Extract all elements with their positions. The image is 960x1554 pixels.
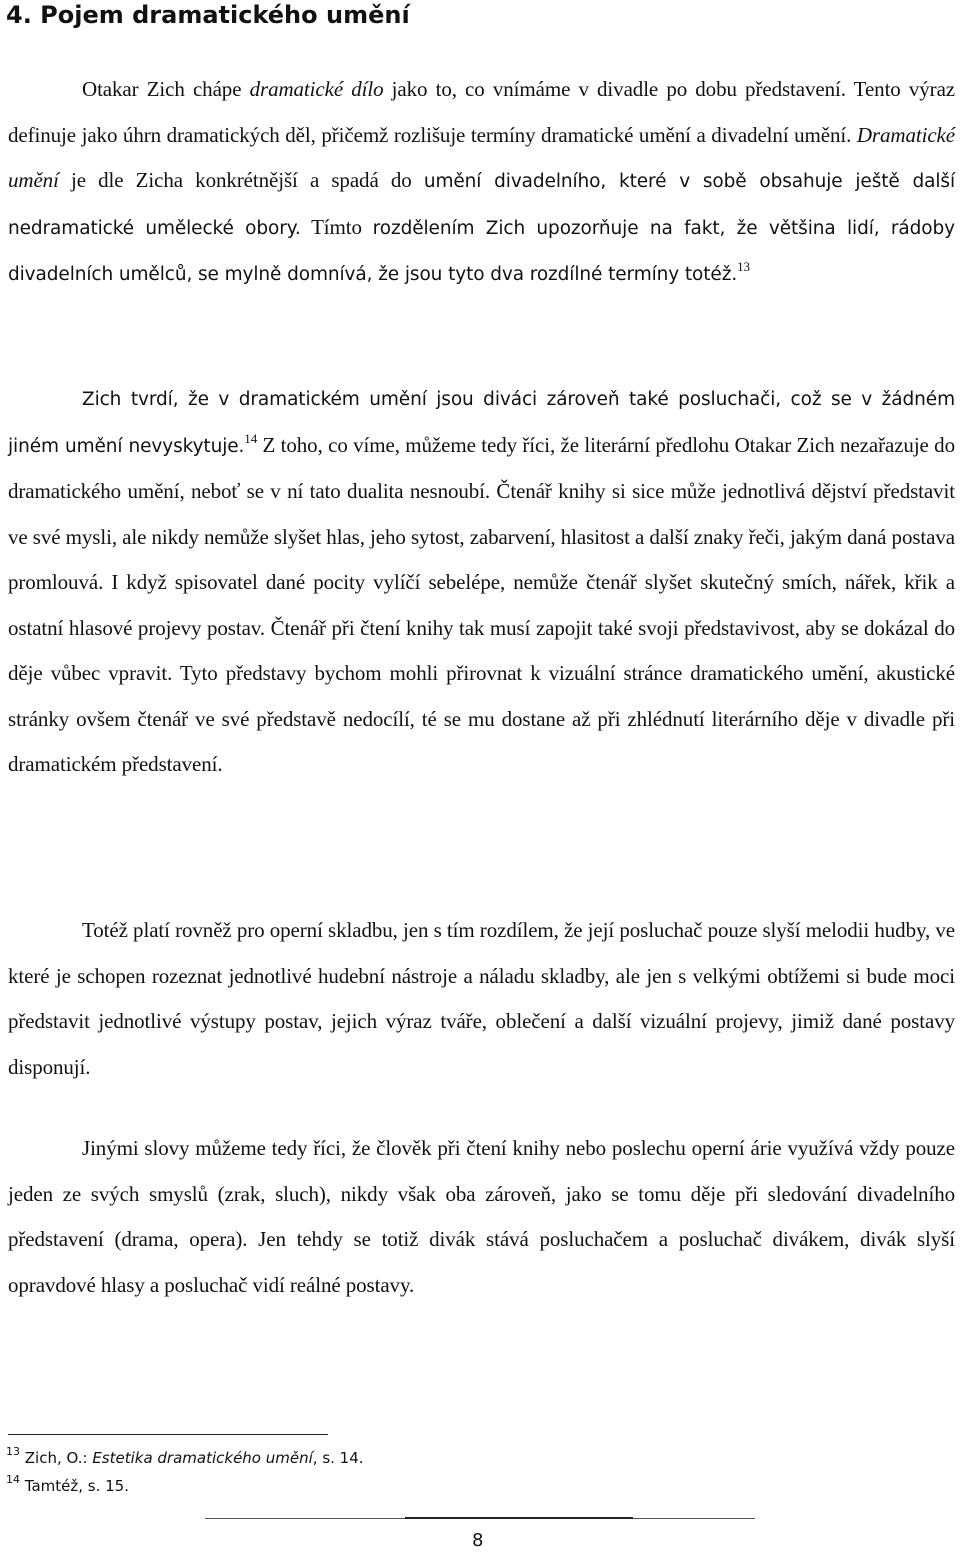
text-run: Tímto (300, 214, 373, 239)
footnote-text: Tamtéž, s. 15. (24, 1477, 129, 1495)
footnote-14 (6, 1473, 129, 1496)
text-run: Otakar Zich chápe (82, 77, 250, 101)
paragraph-1 (8, 67, 955, 298)
text-run: je dle Zicha konkrétnější a spadá do (58, 168, 424, 192)
text-run: Zich tvrdí, že v dramatickém umění jsou diváci zároveň také posluchači, což se v žádném jiném umění nevyskytuje. (8, 389, 955, 457)
footnote-number: 13 (6, 1445, 20, 1458)
paragraph-text: Totéž platí rovněž pro operní skladbu, jen s tím rozdílem, že její posluchač pouze slyší melodii hudby, ve které je schopen rozeznat jednotlivé hudební nástroje a náladu skladby, ale jen s velkými obtížemi si bude moci představit jednotlivé výstupy postav, jejich výraz tváře, oblečení a další vizuální projevy, jimiž dané postavy disponují. (8, 918, 955, 1079)
text-run: jako to, co vnímáme v divadle po dobu představení. Tento výraz definuje jako úhrn dramatických děl, přičemž rozlišuje termíny dramatické umění a divadelní umění. (8, 77, 956, 147)
footnote-text: , s. 14. (312, 1449, 364, 1467)
paragraph-2 (8, 376, 955, 788)
paragraph-text: Jinými slovy můžeme tedy říci, že člověk při čtení knihy nebo poslechu operní árie využívá vždy pouze jeden ze svých smyslů (zrak, sluch), nikdy však oba zároveň, jako se tomu děje při sledování divadelního představení (drama, opera). Jen tehdy se totiž divák stává posluchačem a posluchač divákem, divák slyší opravdové hlasy a posluchač vidí reálné postavy. (8, 1136, 955, 1297)
emphasis: Dramatické umění (8, 122, 955, 192)
footnote-ref-14[interactable]: 14 (244, 430, 258, 446)
footnote-ref-13[interactable]: 13 (737, 259, 750, 274)
page-footer-rule-accent (405, 1517, 633, 1519)
footnote-13 (6, 1445, 364, 1468)
paragraph-4 (8, 1126, 955, 1308)
text-run: umění divadelního, které v sobě obsahuje ještě další nedramatické umělecké obory. (8, 171, 955, 239)
section-heading: 4. Pojem dramatického umění (6, 1, 410, 29)
emphasis: dramatické dílo (249, 77, 384, 101)
text-run: rozdělením Zich upozorňuje na fakt, že většina lidí, rádoby divadelních umělců, se mylně domnívá, že jsou tyto dva rozdílné termíny totéž. (8, 217, 955, 285)
footnote-separator (8, 1434, 328, 1435)
paragraph-3 (8, 908, 955, 1090)
page-number: 8 (472, 1530, 484, 1551)
text-run: Z toho, co víme, můžeme tedy říci, že literární předlohu Otakar Zich nezařazuje do dramatického umění, neboť se v ní tato dualita nesnoubí. Čtenář knihy si sice může jednotlivá dějství představit ve své mysli, ale nikdy nemůže slyšet hlas, jeho sytost, zabarvení, hlasitost a další znaky řeči, jakým daná postava promlouvá. I když spisovatel dané pocity vylíčí sebelépe, nemůže čtenář slyšet skutečný smích, nářek, křik a ostatní hlasové projevy postav. Čtenář při čtení knihy tak musí zapojit také svoji představivost, aby se dokázal do děje vůbec vpravit. Tyto představy bychom mohli přirovnat k vizuální stránce dramatického umění, akustické stránky ovšem čtenář ve své představě nedocílí, té se mu dostane až při zhlédnutí literárního děje v divadle při dramatickém představení. (8, 432, 955, 776)
footnote-number: 14 (6, 1473, 20, 1486)
footnote-text: Zich, O.: (24, 1449, 93, 1467)
footnote-title: Estetika dramatického umění (92, 1449, 313, 1467)
